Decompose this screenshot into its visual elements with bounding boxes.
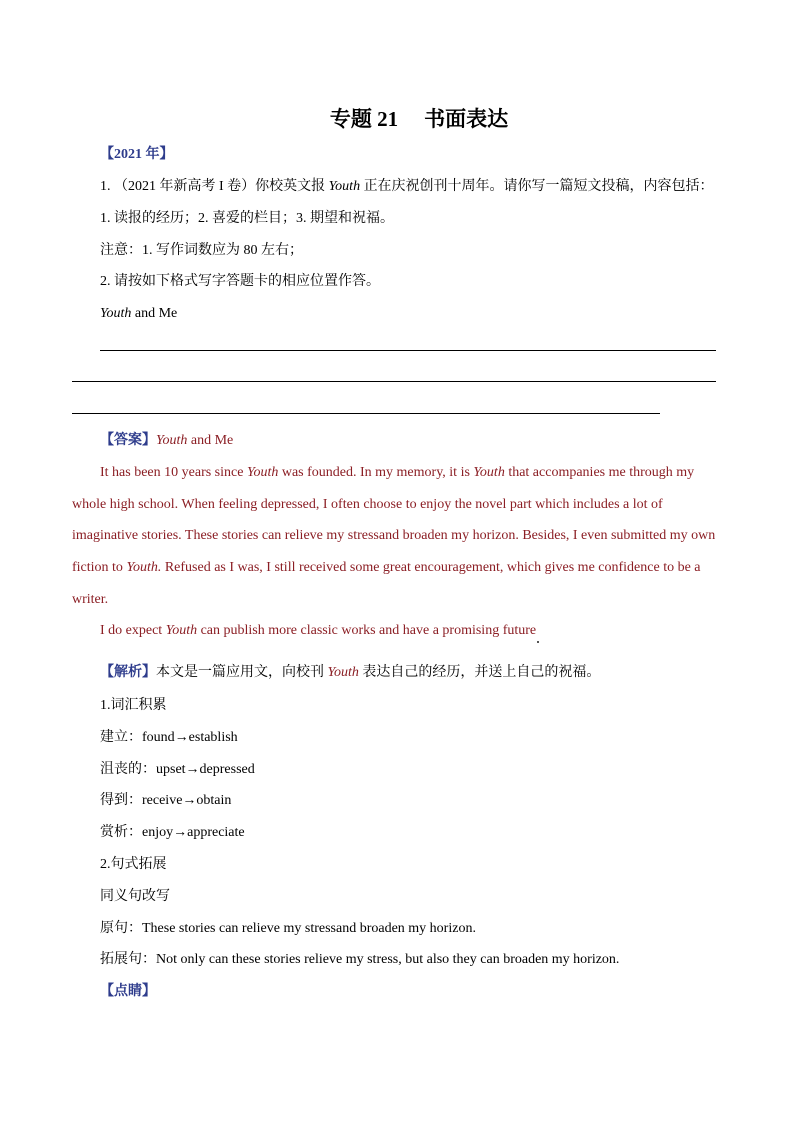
title-number: 专题 21 [329,107,399,131]
answer-title-italic: Youth [156,433,188,448]
heading-rest: and Me [131,306,178,321]
question-prefix: 1. （2021 年新高考 I 卷）你校英文报 [100,179,329,194]
original-sentence: 原句：These stories can relieve my stressand broaden my horizon. [100,921,476,936]
heading-italic: Youth [100,306,132,321]
answer-line-text-3: imaginative stories. These stories can relieve my stressand broaden my horizon. Besides, I even submitted my own [72,528,716,543]
sentence-heading: 2.句式拓展 [100,857,167,872]
answer-title-rest: and Me [187,433,234,448]
a6c: can publish more classic works and have a promising future [197,623,537,638]
a6b: Youth [165,623,198,638]
a1b: Youth [246,465,279,480]
answer-title [100,432,233,450]
analysis-intro [100,664,600,682]
answer-line-1 [100,350,716,351]
sentence-subheading: 同义句改写 [100,889,170,904]
a1c: was founded. In my memory, it is [278,465,474,480]
answer-tag: 【答案】 [100,433,156,448]
a1d: Youth [473,465,505,480]
answer-line-text-6 [100,622,536,640]
analysis-tag: 【解析】 [100,665,156,680]
page-title [0,103,794,133]
answer-line-text-1 [100,464,694,482]
a6a: I do expect [100,623,166,638]
vocab-heading: 1.词汇积累 [100,698,167,713]
answer-line-text-2: whole high school. When feeling depressed, I often choose to enjoy the novel part which includes a lot of [72,497,663,512]
stray-mark [537,641,539,643]
analysis-a: 本文是一篇应用文，向校刊 [156,665,328,680]
question-note-2: 2. 请按如下格式写字答题卡的相应位置作答。 [100,274,380,289]
a4a: fiction to [72,560,127,575]
extended-sentence: 拓展句：Not only can these stories relieve my stress, but also they can broaden my horizon. [100,952,620,967]
a1e: that accompanies me through my [504,465,695,480]
answer-line-text-5: writer. [72,592,109,607]
analysis-youth: Youth [327,665,359,680]
year-tag: 【2021 年】 [100,147,174,162]
youth-italic: Youth [328,179,361,194]
answer-line-text-4 [72,559,701,577]
a4b: Youth. [126,560,162,575]
vocab-item-3: 得到：receive→obtain [100,793,232,808]
a1a: It has been 10 years since [100,465,247,480]
question-points: 1. 读报的经历；2. 喜爱的栏目；3. 期望和祝福。 [100,211,394,226]
question-suffix: 正在庆祝创刊十周年。请你写一篇短文投稿，内容包括： [360,179,714,194]
answer-line-3 [72,413,660,414]
vocab-item-1: 建立：found→establish [100,730,238,745]
title-text: 书面表达 [424,107,509,131]
answer-line-2 [72,381,716,382]
vocab-item-2: 沮丧的：upset→depressed [100,762,255,777]
question-note-1: 注意：1. 写作词数应为 80 左右； [100,243,303,258]
question-line [100,178,714,196]
vocab-item-4: 赏析：enjoy→appreciate [100,825,245,840]
a4c: Refused as I was, I still received some great encouragement, which gives me confidence to be a [161,560,701,575]
points-tag: 【点睛】 [100,984,156,999]
analysis-c: 表达自己的经历，并送上自己的祝福。 [358,665,601,680]
essay-heading [100,305,177,323]
